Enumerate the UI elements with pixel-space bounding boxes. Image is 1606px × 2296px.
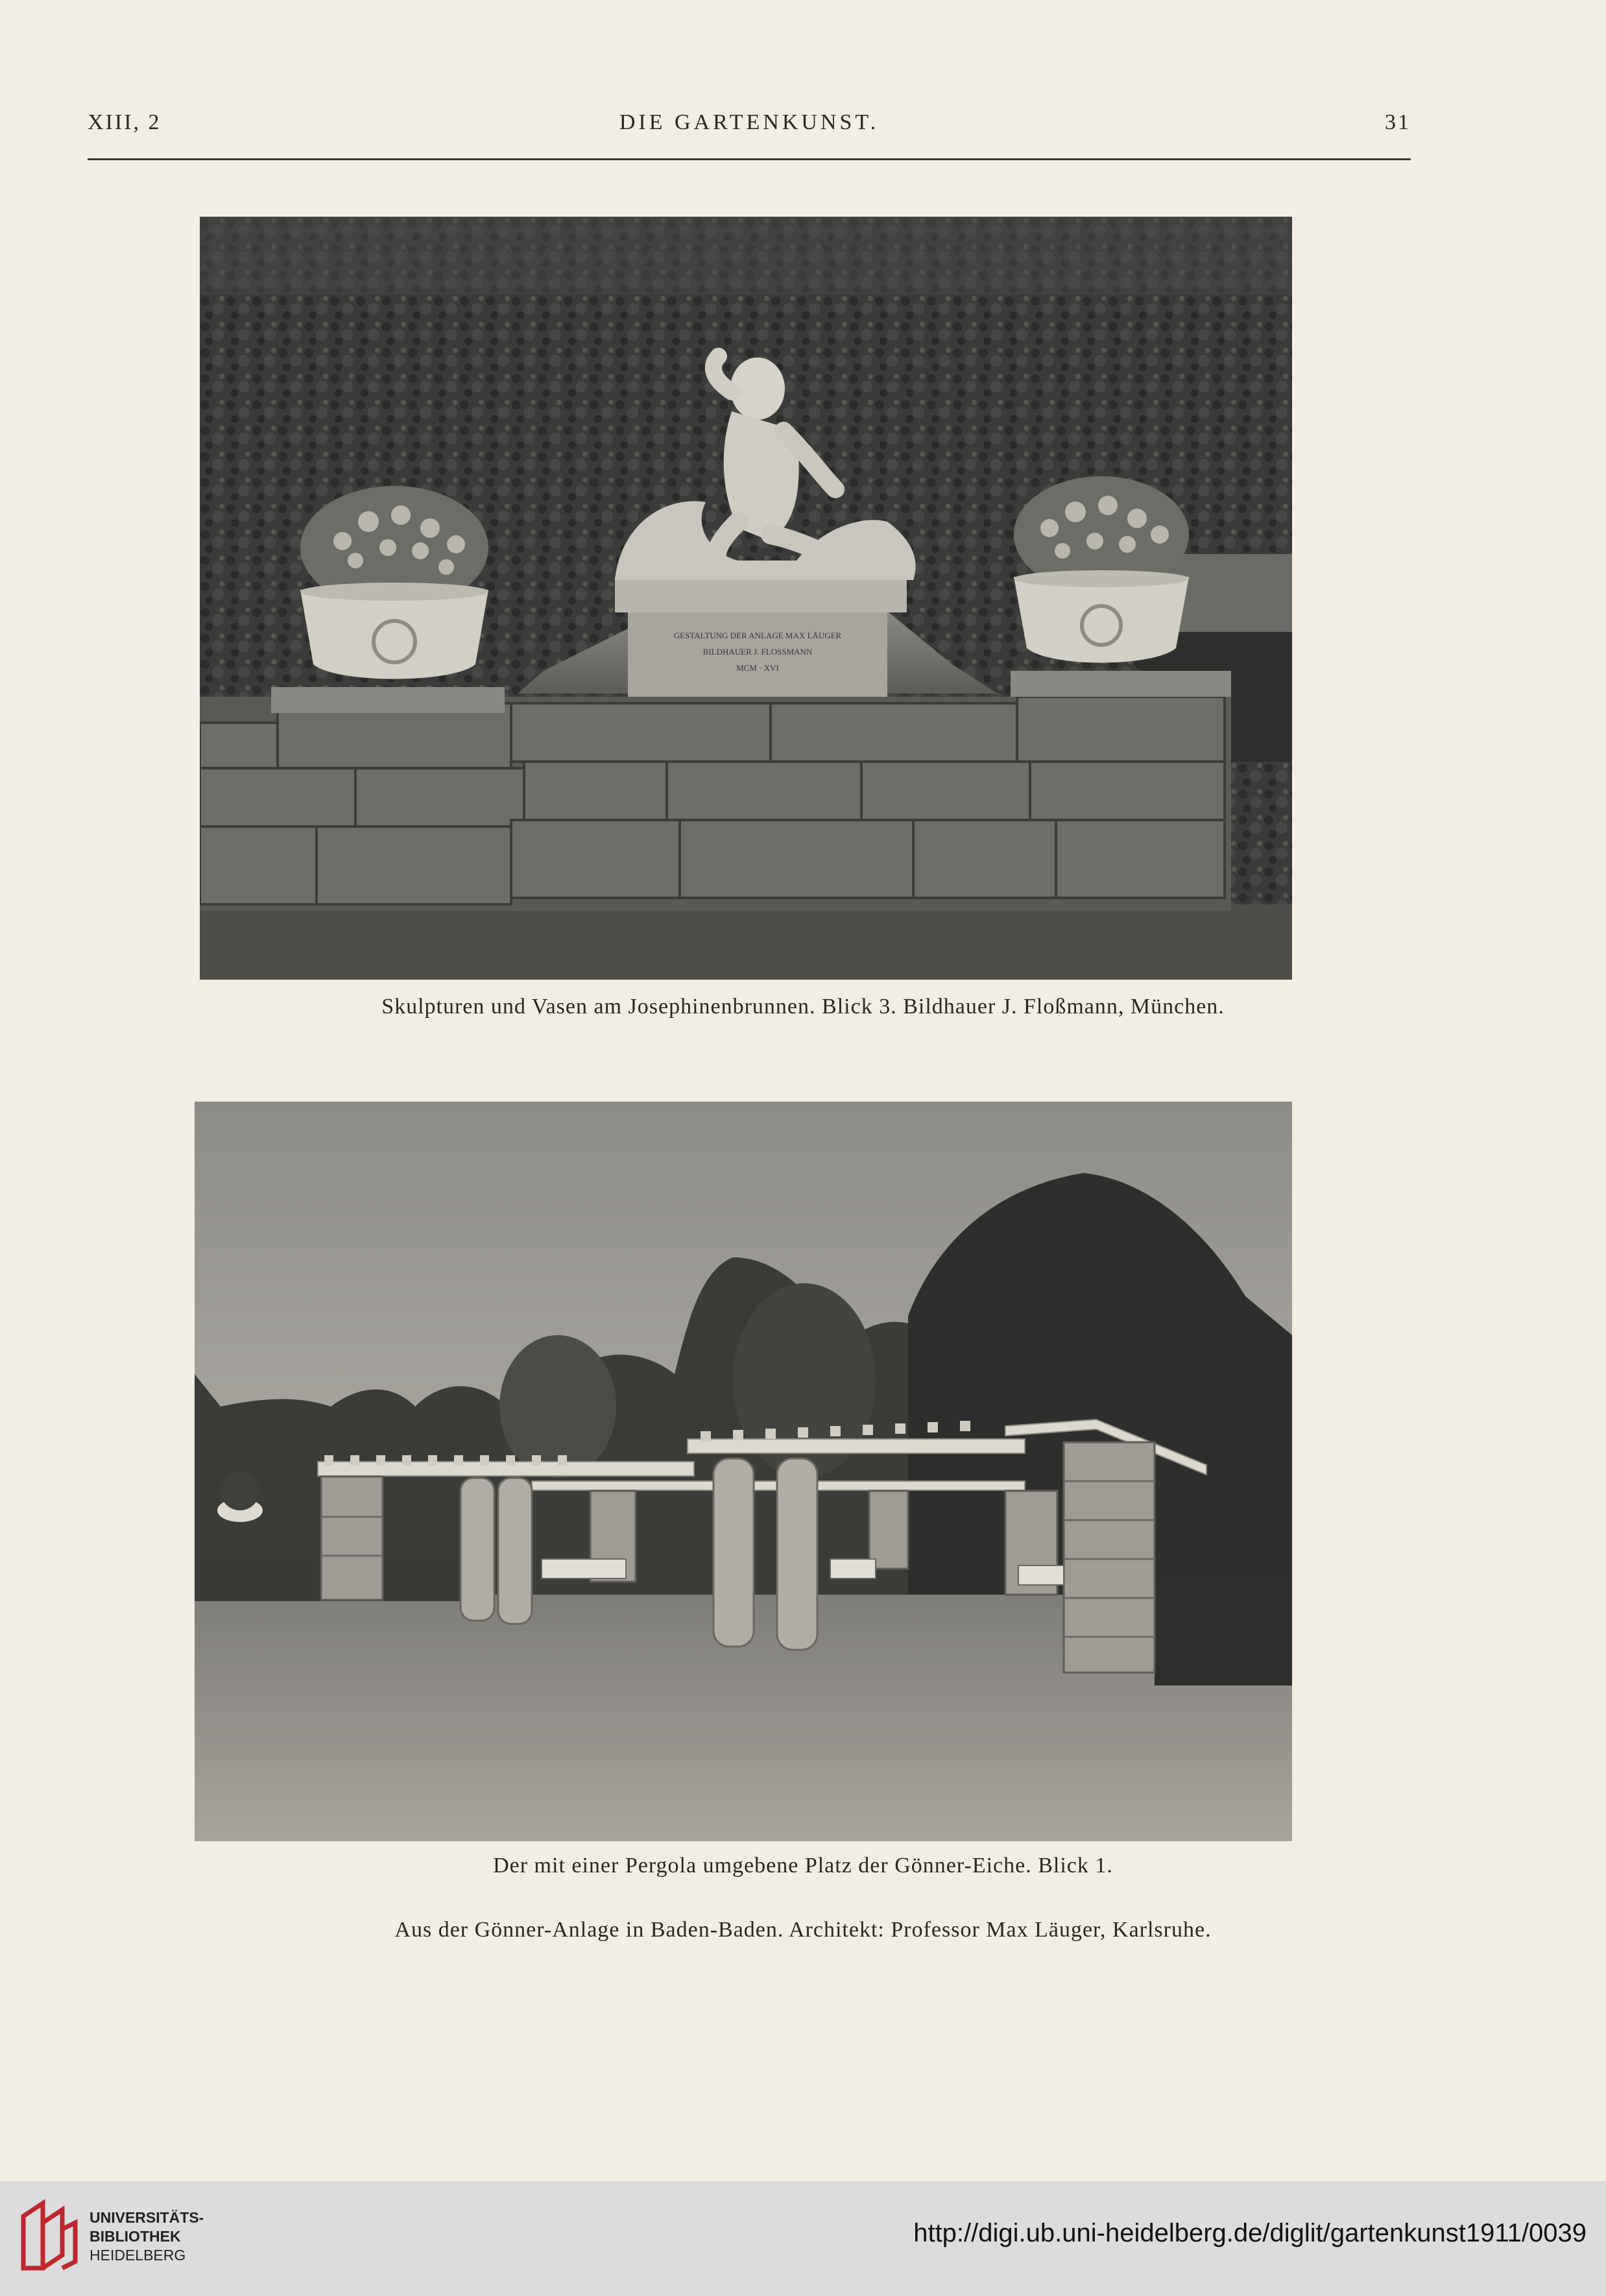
source-url-link[interactable]: http://digi.ub.uni-heidelberg.de/diglit/gartenkunst1911/0039 [913,2219,1587,2247]
journal-title: DIE GARTENKUNST. [619,110,880,134]
page-number: 31 [1385,110,1411,134]
library-logo-icon [17,2197,79,2278]
plaque-line-1: GESTALTUNG DER ANLAGE MAX LÄUGER [673,631,842,640]
photo-pergola-illustration [195,1102,1292,1841]
volume-number: XIII, 2 [88,110,162,134]
figure-1-caption: Skulpturen und Vasen am Josephinenbrunnen. Blick 3. Bildhauer J. Floßmann, München. [381,995,1225,1019]
digitization-footer [0,2181,1606,2296]
overall-caption: Aus der Gönner-Anlage in Baden-Baden. Architekt: Professor Max Läuger, Karlsruhe. [394,1918,1212,1942]
running-header [88,110,1411,143]
header-rule [88,158,1411,160]
plaque-line-2: BILDHAUER J. FLOSSMANN [702,647,813,657]
library-name-line-3: HEIDELBERG [90,2247,186,2264]
library-name-line-1: UNIVERSITÄTS- [90,2209,204,2226]
library-name [90,2208,204,2265]
photo-sculpture-illustration [200,217,1292,980]
photo-josephinenbrunnen [200,217,1292,980]
figure-2-caption: Der mit einer Pergola umgebene Platz der Gönner-Eiche. Blick 1. [493,1854,1113,1878]
plaque-line-3: MCM · XVI [736,663,779,673]
library-name-line-2: BIBLIOTHEK [90,2228,181,2245]
photo-pergola [195,1102,1292,1841]
